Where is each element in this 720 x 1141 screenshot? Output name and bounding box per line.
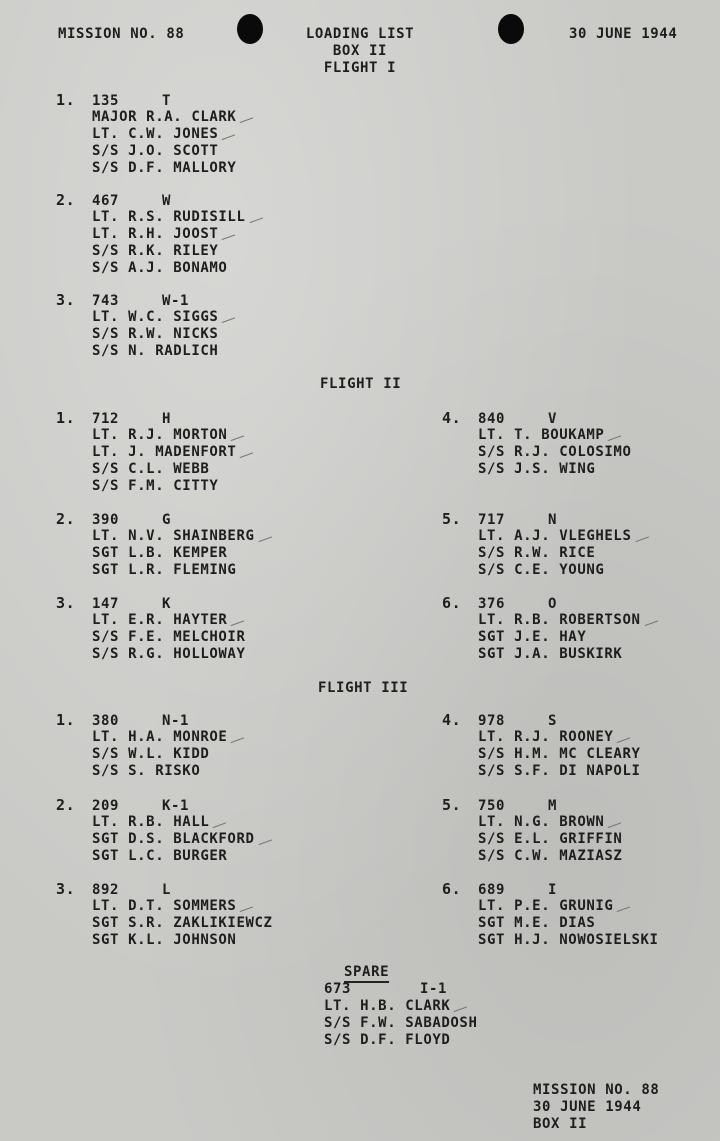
plane-number: 380 [92, 713, 120, 729]
loading-list-title: LOADING LIST [305, 26, 415, 42]
plane-number: 689 [478, 882, 506, 898]
check-mark [246, 210, 262, 223]
crew-member: LT. R.H. JOOST [92, 226, 219, 242]
crew-member: S/S N. RADLICH [92, 343, 219, 359]
check-mark [614, 899, 630, 912]
flight-1-entry-2 [56, 192, 262, 277]
crew-member: SGT J.A. BUSKIRK [478, 646, 623, 662]
crew-member: LT. R.B. HALL [92, 814, 210, 830]
flight-1-entry-3 [56, 292, 234, 360]
check-mark [219, 227, 235, 240]
flight-3-entry-6 [442, 881, 659, 949]
entry-number: 5. [442, 796, 462, 814]
crew-member: S/S C.E. YOUNG [478, 562, 605, 578]
crew-member: SGT D.S. BLACKFORD [92, 831, 255, 847]
plane-code: N [548, 512, 558, 528]
plane-number: 717 [478, 512, 506, 528]
crew-member: S/S R.J. COLOSIMO [478, 444, 632, 460]
crew-member: S/S C.W. MAZIASZ [478, 848, 623, 864]
entry-number: 3. [56, 594, 76, 612]
crew-member: LT. C.W. JONES [92, 126, 219, 142]
plane-number: 750 [478, 798, 506, 814]
plane-code: G [162, 512, 172, 528]
check-mark [228, 730, 244, 743]
plane-number: 892 [92, 882, 120, 898]
plane-code: W-1 [162, 293, 190, 309]
crew-member: S/S W.L. KIDD [92, 746, 210, 762]
crew-member: S/S A.J. BONAMO [92, 260, 228, 276]
flight-2-entry-4 [442, 410, 632, 478]
crew-member: S/S F.E. MELCHOIR [92, 629, 246, 645]
spare-entry [324, 981, 478, 1049]
crew-member: LT. E.R. HAYTER [92, 612, 228, 628]
crew-member: S/S R.G. HOLLOWAY [92, 646, 246, 662]
crew-member: S/S F.W. SABADOSH [324, 1015, 478, 1031]
check-mark [255, 529, 271, 542]
box-title: BOX II [332, 43, 388, 59]
mission-date: 30 JUNE 1944 [569, 26, 678, 42]
check-mark [605, 428, 621, 441]
plane-code: N-1 [162, 713, 190, 729]
plane-code: K [162, 596, 172, 612]
flight-1-entry-1 [56, 92, 252, 177]
entry-number: 6. [442, 880, 462, 898]
spare-title: SPARE [344, 964, 389, 983]
crew-member: SGT H.J. NOWOSIELSKI [478, 932, 659, 948]
entry-number: 1. [56, 409, 76, 427]
check-mark [237, 110, 253, 123]
entry-number: 6. [442, 594, 462, 612]
crew-member: LT. P.E. GRUNIG [478, 898, 614, 914]
plane-code: W [162, 193, 172, 209]
flight-2-entry-6 [442, 595, 657, 663]
plane-code: L [162, 882, 172, 898]
plane-code: T [162, 93, 172, 109]
crew-member: LT. R.B. ROBERTSON [478, 612, 641, 628]
plane-number: 390 [92, 512, 120, 528]
crew-member: S/S R.W. NICKS [92, 326, 219, 342]
plane-number: 147 [92, 596, 120, 612]
flight-3-entry-3 [56, 881, 273, 949]
crew-member: LT. T. BOUKAMP [478, 427, 605, 443]
check-mark [228, 613, 244, 626]
flight-3-entry-2 [56, 797, 271, 865]
crew-member: S/S H.M. MC CLEARY [478, 746, 641, 762]
plane-code: I [548, 882, 558, 898]
crew-member: S/S D.F. FLOYD [324, 1032, 451, 1048]
crew-member: S/S R.K. RILEY [92, 243, 219, 259]
plane-code: O [548, 596, 558, 612]
flight-2-entry-2 [56, 511, 271, 579]
check-mark [237, 445, 253, 458]
flight-3-title: FLIGHT III [318, 680, 409, 696]
crew-member: S/S F.M. CITTY [92, 478, 219, 494]
plane-code: I-1 [420, 981, 448, 997]
crew-member: SGT S.R. ZAKLIKIEWCZ [92, 915, 273, 931]
flight-3-entry-4 [442, 712, 641, 780]
crew-member: LT. N.V. SHAINBERG [92, 528, 255, 544]
entry-number: 1. [56, 91, 76, 109]
entry-number: 1. [56, 711, 76, 729]
crew-member: LT. R.J. ROONEY [478, 729, 614, 745]
entry-number: 4. [442, 409, 462, 427]
check-mark [451, 999, 467, 1012]
flight-2-title: FLIGHT II [320, 376, 402, 392]
plane-code: M [548, 798, 558, 814]
crew-member: S/S C.L. WEBB [92, 461, 210, 477]
plane-number: 467 [92, 193, 120, 209]
entry-number: 4. [442, 711, 462, 729]
flight-3-entry-5 [442, 797, 622, 865]
crew-member: LT. H.B. CLARK [324, 998, 451, 1014]
plane-number: 712 [92, 411, 120, 427]
crew-member: LT. R.S. RUDISILL [92, 209, 246, 225]
crew-member: S/S D.F. MALLORY [92, 160, 237, 176]
plane-number: 135 [92, 93, 120, 109]
flight-2-entry-3 [56, 595, 246, 663]
flight-2-entry-1 [56, 410, 252, 495]
crew-member: S/S E.L. GRIFFIN [478, 831, 623, 847]
crew-member: SGT M.E. DIAS [478, 915, 596, 931]
crew-member: SGT L.C. BURGER [92, 848, 228, 864]
check-mark [210, 815, 226, 828]
check-mark [219, 127, 235, 140]
footer-mission: MISSION NO. 88 [533, 1082, 660, 1098]
flight-3-entry-1 [56, 712, 243, 780]
plane-number: 743 [92, 293, 120, 309]
crew-member: S/S S.F. DI NAPOLI [478, 763, 641, 779]
crew-member: S/S S. RISKO [92, 763, 201, 779]
entry-number: 5. [442, 510, 462, 528]
crew-member: LT. H.A. MONROE [92, 729, 228, 745]
check-mark [605, 815, 621, 828]
plane-code: V [548, 411, 558, 427]
plane-number: 673 [324, 981, 352, 997]
entry-number: 2. [56, 191, 76, 209]
flight-1-title: FLIGHT I [323, 60, 397, 76]
crew-member: SGT L.B. KEMPER [92, 545, 228, 561]
footer-date: 30 JUNE 1944 [533, 1099, 642, 1115]
plane-number: 840 [478, 411, 506, 427]
crew-member: SGT L.R. FLEMING [92, 562, 237, 578]
crew-member: LT. J. MADENFORT [92, 444, 237, 460]
crew-member: SGT K.L. JOHNSON [92, 932, 237, 948]
crew-member: LT. W.C. SIGGS [92, 309, 219, 325]
crew-member: S/S J.O. SCOTT [92, 143, 219, 159]
entry-number: 2. [56, 510, 76, 528]
check-mark [255, 832, 271, 845]
punch-hole-right [498, 14, 524, 44]
crew-member: LT. N.G. BROWN [478, 814, 605, 830]
crew-member: MAJOR R.A. CLARK [92, 109, 237, 125]
check-mark [641, 613, 657, 626]
plane-code: S [548, 713, 558, 729]
crew-member: LT. A.J. VLEGHELS [478, 528, 632, 544]
plane-code: K-1 [162, 798, 190, 814]
entry-number: 2. [56, 796, 76, 814]
mission-number: MISSION NO. 88 [58, 26, 185, 42]
check-mark [219, 310, 235, 323]
check-mark [237, 899, 253, 912]
plane-number: 209 [92, 798, 120, 814]
crew-member: LT. R.J. MORTON [92, 427, 228, 443]
plane-code: H [162, 411, 172, 427]
crew-member: LT. D.T. SOMMERS [92, 898, 237, 914]
plane-number: 376 [478, 596, 506, 612]
entry-number: 3. [56, 880, 76, 898]
flight-2-entry-5 [442, 511, 648, 579]
crew-member: S/S J.S. WING [478, 461, 596, 477]
crew-member: S/S R.W. RICE [478, 545, 596, 561]
check-mark [614, 730, 630, 743]
footer-box: BOX II [533, 1116, 588, 1132]
plane-number: 978 [478, 713, 506, 729]
check-mark [632, 529, 648, 542]
check-mark [228, 428, 244, 441]
entry-number: 3. [56, 291, 76, 309]
crew-member: SGT J.E. HAY [478, 629, 587, 645]
